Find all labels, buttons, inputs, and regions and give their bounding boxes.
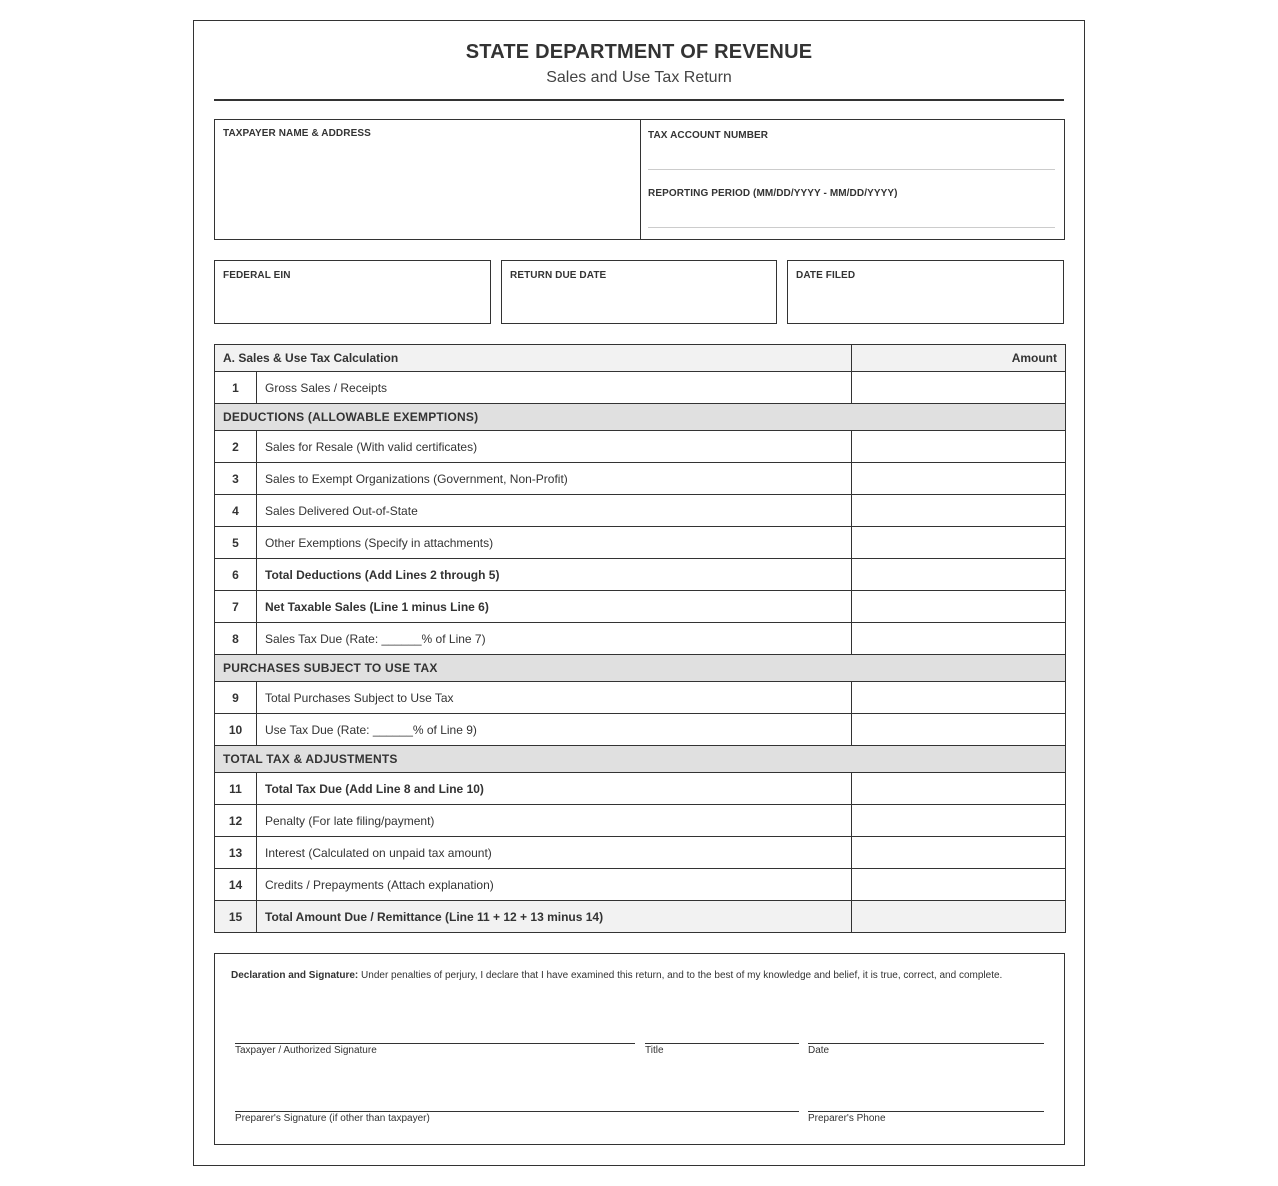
line-5-amount-field[interactable]: [852, 527, 1066, 559]
line-11-amount-field[interactable]: [852, 773, 1066, 805]
taxpayer-name-address-label: TAXPAYER NAME & ADDRESS: [223, 128, 371, 139]
table-row: [215, 714, 1066, 746]
line-number: 2: [215, 431, 257, 463]
form-header: [214, 21, 1064, 101]
section-heading-row: [215, 746, 1066, 773]
line-10-amount-field[interactable]: [852, 714, 1066, 746]
line-number: 14: [215, 869, 257, 901]
preparer-phone-line[interactable]: [808, 1111, 1044, 1112]
line-14-amount-field[interactable]: [852, 869, 1066, 901]
federal-ein-field[interactable]: [214, 260, 491, 324]
tax-account-number-label: TAX ACCOUNT NUMBER: [648, 130, 769, 141]
line-description: Total Tax Due (Add Line 8 and Line 10): [257, 773, 852, 805]
date-label: Date: [808, 1045, 830, 1056]
line-description: Total Amount Due / Remittance (Line 11 + 12 + 13 minus 14): [257, 901, 852, 933]
table-row: [215, 805, 1066, 837]
table-row-total: [215, 901, 1066, 933]
line-13-amount-field[interactable]: [852, 837, 1066, 869]
table-header-row: [215, 345, 1066, 372]
tax-account-number-field[interactable]: [648, 169, 1055, 170]
line-number: 10: [215, 714, 257, 746]
table-row: [215, 591, 1066, 623]
line-description: Interest (Calculated on unpaid tax amount): [257, 837, 852, 869]
line-number: 4: [215, 495, 257, 527]
line-description: Sales for Resale (With valid certificates): [257, 431, 852, 463]
date-filed-label: DATE FILED: [796, 270, 856, 281]
line-number: 8: [215, 623, 257, 655]
line-number: 1: [215, 372, 257, 404]
reporting-period-label: REPORTING PERIOD (MM/DD/YYYY - MM/DD/YYYY): [648, 188, 898, 199]
preparer-signature-line[interactable]: [235, 1111, 799, 1112]
line-15-amount-field[interactable]: [852, 901, 1066, 933]
line-number: 5: [215, 527, 257, 559]
section-a-title: A. Sales & Use Tax Calculation: [215, 345, 852, 372]
line-3-amount-field[interactable]: [852, 463, 1066, 495]
line-7-amount-field[interactable]: [852, 591, 1066, 623]
declaration-body: Under penalties of perjury, I declare that I have examined this return, and to the best of my knowledge and belief, it is true, correct, and complete.: [361, 970, 1003, 981]
line-description: Total Purchases Subject to Use Tax: [257, 682, 852, 714]
section-heading-row: [215, 655, 1066, 682]
line-number: 7: [215, 591, 257, 623]
table-row: [215, 372, 1066, 404]
table-row: [215, 682, 1066, 714]
line-2-amount-field[interactable]: [852, 431, 1066, 463]
section-heading-row: [215, 404, 1066, 431]
line-number: 3: [215, 463, 257, 495]
table-row: [215, 869, 1066, 901]
preparer-signature-label: Preparer's Signature (if other than taxpayer): [235, 1113, 430, 1124]
line-8-amount-field[interactable]: [852, 623, 1066, 655]
line-number: 9: [215, 682, 257, 714]
department-title: STATE DEPARTMENT OF REVENUE: [465, 41, 813, 63]
table-row: [215, 527, 1066, 559]
taxpayer-name-address-field[interactable]: [215, 120, 641, 239]
total-tax-heading: TOTAL TAX & ADJUSTMENTS: [215, 746, 1066, 773]
reporting-period-field[interactable]: [648, 227, 1055, 228]
taxpayer-signature-line[interactable]: [235, 1043, 635, 1044]
line-number: 13: [215, 837, 257, 869]
tax-calculation-table: [214, 344, 1066, 933]
declaration-text: [231, 970, 1041, 982]
line-number: 15: [215, 901, 257, 933]
date-line[interactable]: [808, 1043, 1044, 1044]
table-row: [215, 837, 1066, 869]
line-number: 11: [215, 773, 257, 805]
table-row: [215, 623, 1066, 655]
line-description: Net Taxable Sales (Line 1 minus Line 6): [257, 591, 852, 623]
return-due-date-field[interactable]: [501, 260, 777, 324]
table-row: [215, 431, 1066, 463]
line-6-amount-field[interactable]: [852, 559, 1066, 591]
taxpayer-signature-label: Taxpayer / Authorized Signature: [235, 1045, 377, 1056]
line-description: Sales to Exempt Organizations (Government, Non-Profit): [257, 463, 852, 495]
title-label: Title: [645, 1045, 664, 1056]
line-description: Penalty (For late filing/payment): [257, 805, 852, 837]
line-1-amount-field[interactable]: [852, 372, 1066, 404]
line-description: Credits / Prepayments (Attach explanation): [257, 869, 852, 901]
taxpayer-info-box: [214, 119, 1065, 240]
line-description: Sales Delivered Out-of-State: [257, 495, 852, 527]
form-title: Sales and Use Tax Return: [546, 69, 732, 86]
line-number: 6: [215, 559, 257, 591]
deductions-heading: DEDUCTIONS (ALLOWABLE EXEMPTIONS): [215, 404, 1066, 431]
declaration-box: [214, 953, 1065, 1145]
date-filed-field[interactable]: [787, 260, 1064, 324]
line-description: Other Exemptions (Specify in attachments): [257, 527, 852, 559]
use-tax-heading: PURCHASES SUBJECT TO USE TAX: [215, 655, 1066, 682]
tax-return-form: [193, 20, 1085, 1166]
line-description: Total Deductions (Add Lines 2 through 5): [257, 559, 852, 591]
line-description: Use Tax Due (Rate: ______% of Line 9): [257, 714, 852, 746]
title-line[interactable]: [645, 1043, 799, 1044]
declaration-heading: Declaration and Signature:: [231, 970, 359, 981]
amount-column-header: Amount: [852, 345, 1066, 372]
line-4-amount-field[interactable]: [852, 495, 1066, 527]
table-row: [215, 773, 1066, 805]
line-number: 12: [215, 805, 257, 837]
table-row: [215, 559, 1066, 591]
preparer-phone-label: Preparer's Phone: [808, 1113, 886, 1124]
line-9-amount-field[interactable]: [852, 682, 1066, 714]
federal-ein-label: FEDERAL EIN: [223, 270, 291, 281]
line-12-amount-field[interactable]: [852, 805, 1066, 837]
table-row: [215, 495, 1066, 527]
line-description: Sales Tax Due (Rate: ______% of Line 7): [257, 623, 852, 655]
return-due-date-label: RETURN DUE DATE: [510, 270, 607, 281]
line-description: Gross Sales / Receipts: [257, 372, 852, 404]
table-row: [215, 463, 1066, 495]
